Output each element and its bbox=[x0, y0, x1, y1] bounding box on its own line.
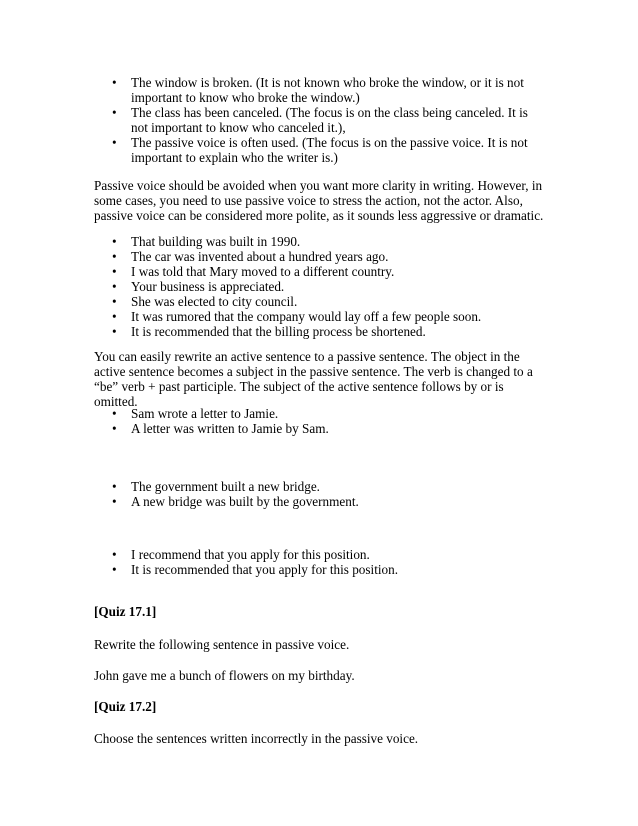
list-item-text: A letter was written to Jamie by Sam. bbox=[131, 421, 329, 436]
quiz-1-instruction: Rewrite the following sentence in passive voice. bbox=[94, 637, 350, 652]
list-item-text: It was rumored that the company would lay off a few people soon. bbox=[131, 309, 482, 324]
list-item bbox=[0, 249, 531, 264]
list-item bbox=[0, 294, 531, 309]
bullet: • bbox=[112, 494, 117, 509]
examples-list-1 bbox=[0, 75, 531, 165]
paragraph-rewrite-active-to-passive: You can easily rewrite an active sentence to a passive sentence. The object in the active sentence becomes a subject in the passive sentence. The verb is changed to a “be” verb + past participle. The subject of the active sentence follows by or is omitted. bbox=[94, 349, 533, 409]
bullet: • bbox=[112, 421, 117, 436]
list-item-text: Your business is appreciated. bbox=[131, 279, 285, 294]
list-item-text: A new bridge was built by the government. bbox=[131, 494, 359, 509]
list-item-text: The passive voice is often used. (The focus is on the passive voice. It is not important to explain who the writer is.) bbox=[131, 135, 528, 165]
list-item bbox=[0, 494, 531, 509]
list-item-text: That building was built in 1990. bbox=[131, 234, 301, 249]
paragraph-passive-voice-usage: Passive voice should be avoided when you want more clarity in writing. However, in some cases, you need to use passive voice to stress the action, not the actor. Also, passive voice can be considered more polite, as it sounds less aggressive or dramatic. bbox=[94, 178, 544, 223]
bullet: • bbox=[112, 234, 117, 249]
bullet: • bbox=[112, 279, 117, 294]
bullet: • bbox=[112, 547, 117, 562]
list-item bbox=[0, 309, 531, 324]
list-item bbox=[0, 421, 531, 436]
examples-list-5 bbox=[0, 547, 531, 577]
examples-list-2 bbox=[0, 234, 531, 339]
list-item-text: It is recommended that you apply for this position. bbox=[131, 562, 399, 577]
bullet: • bbox=[112, 75, 117, 90]
bullet: • bbox=[112, 309, 117, 324]
quiz-2-heading: [Quiz 17.2] bbox=[94, 699, 157, 714]
list-item bbox=[0, 105, 531, 135]
quiz-1-sentence: John gave me a bunch of flowers on my birthday. bbox=[94, 668, 355, 683]
list-item-text: I was told that Mary moved to a different country. bbox=[131, 264, 395, 279]
list-item bbox=[0, 279, 531, 294]
examples-list-3 bbox=[0, 406, 531, 436]
list-item-text: She was elected to city council. bbox=[131, 294, 298, 309]
list-item-text: I recommend that you apply for this position. bbox=[131, 547, 370, 562]
quiz-2-instruction: Choose the sentences written incorrectly in the passive voice. bbox=[94, 731, 419, 746]
list-item-text: The car was invented about a hundred years ago. bbox=[131, 249, 389, 264]
bullet: • bbox=[112, 562, 117, 577]
list-item bbox=[0, 75, 531, 105]
list-item-text: The window is broken. (It is not known who broke the window, or it is not important to know who broke the window.) bbox=[131, 75, 524, 105]
list-item bbox=[0, 135, 531, 165]
list-item bbox=[0, 406, 531, 421]
bullet: • bbox=[112, 249, 117, 264]
list-item-text: The government built a new bridge. bbox=[131, 479, 320, 494]
list-item bbox=[0, 547, 531, 562]
bullet: • bbox=[112, 406, 117, 421]
list-item bbox=[0, 562, 531, 577]
list-item-text: Sam wrote a letter to Jamie. bbox=[131, 406, 279, 421]
list-item-text: The class has been canceled. (The focus is on the class being canceled. It is not important to know who canceled it.), bbox=[131, 105, 528, 135]
bullet: • bbox=[112, 264, 117, 279]
bullet: • bbox=[112, 105, 117, 120]
examples-list-4 bbox=[0, 479, 531, 509]
list-item bbox=[0, 234, 531, 249]
bullet: • bbox=[112, 135, 117, 150]
bullet: • bbox=[112, 479, 117, 494]
list-item-text: It is recommended that the billing process be shortened. bbox=[131, 324, 426, 339]
list-item bbox=[0, 264, 531, 279]
list-item bbox=[0, 324, 531, 339]
quiz-1-heading: [Quiz 17.1] bbox=[94, 604, 157, 619]
list-item bbox=[0, 479, 531, 494]
bullet: • bbox=[112, 294, 117, 309]
bullet: • bbox=[112, 324, 117, 339]
